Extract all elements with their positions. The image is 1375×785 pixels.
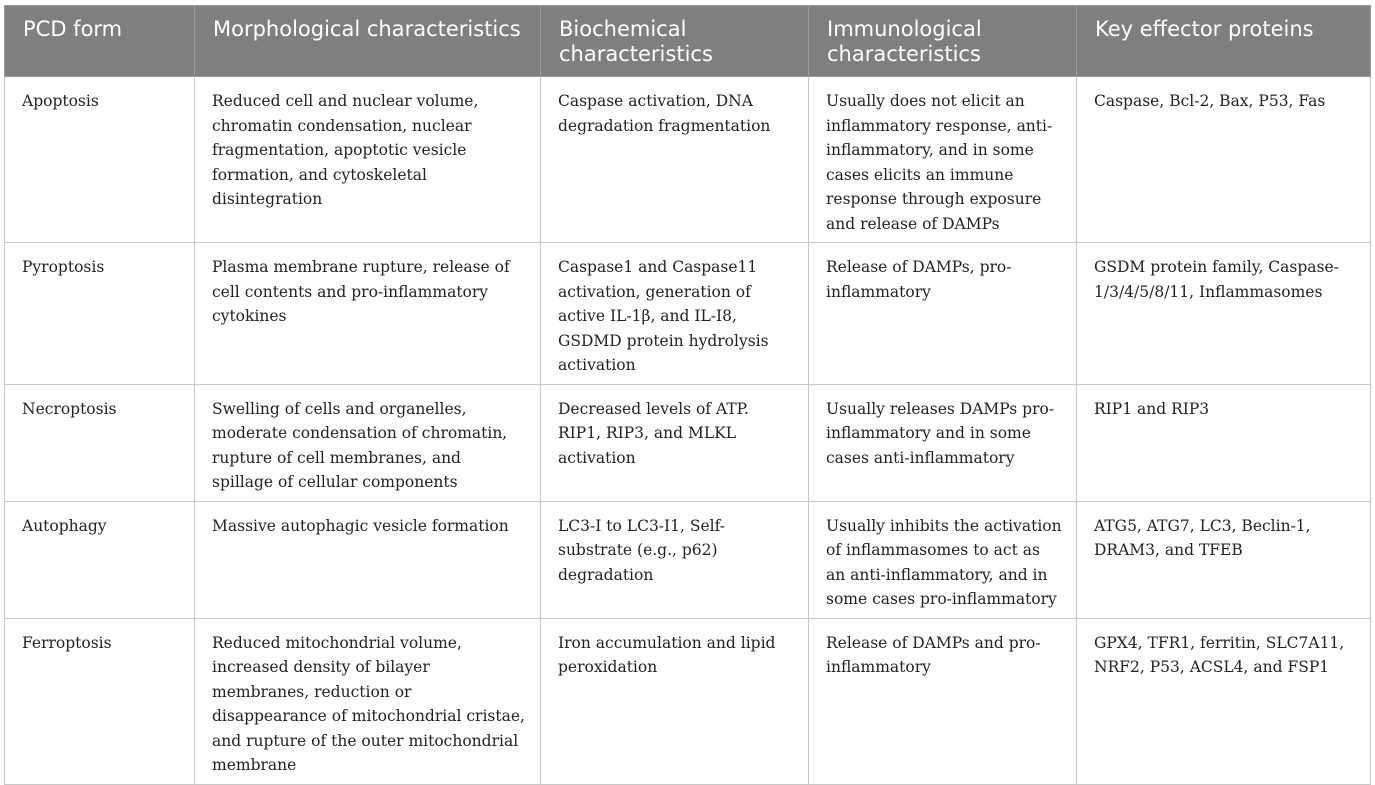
cell-biochemical: Caspase1 and Caspase11 activation, generation of active IL-1β, and IL-I8, GSDMD protein hydrolysis activation xyxy=(541,243,809,385)
table-row xyxy=(5,618,1371,784)
table-row xyxy=(5,77,1371,243)
pcd-comparison-table xyxy=(4,5,1371,785)
table-row xyxy=(5,384,1371,501)
cell-pcd-form: Apoptosis xyxy=(5,77,195,243)
cell-morphological: Plasma membrane rupture, release of cell contents and pro-inflammatory cytokines xyxy=(195,243,541,385)
cell-morphological: Reduced cell and nuclear volume, chromatin condensation, nuclear fragmentation, apoptotic vesicle formation, and cytoskeletal disintegration xyxy=(195,77,541,243)
cell-pcd-form: Pyroptosis xyxy=(5,243,195,385)
cell-pcd-form: Ferroptosis xyxy=(5,618,195,784)
cell-key-effector-proteins: GPX4, TFR1, ferritin, SLC7A11, NRF2, P53, ACSL4, and FSP1 xyxy=(1077,618,1371,784)
cell-immunological: Release of DAMPs and pro-inflammatory xyxy=(809,618,1077,784)
cell-immunological: Usually does not elicit an inflammatory response, anti-inflammatory, and in some cases elicits an immune response through exposure and release of DAMPs xyxy=(809,77,1077,243)
header-morphological: Morphological characteristics xyxy=(195,6,541,77)
cell-pcd-form: Autophagy xyxy=(5,501,195,618)
header-biochemical: Biochemical characteristics xyxy=(541,6,809,77)
cell-morphological: Swelling of cells and organelles, moderate condensation of chromatin, rupture of cell membranes, and spillage of cellular components xyxy=(195,384,541,501)
cell-immunological: Release of DAMPs, pro-inflammatory xyxy=(809,243,1077,385)
table-row xyxy=(5,501,1371,618)
cell-key-effector-proteins: RIP1 and RIP3 xyxy=(1077,384,1371,501)
cell-biochemical: Caspase activation, DNA degradation fragmentation xyxy=(541,77,809,243)
cell-immunological: Usually inhibits the activation of inflammasomes to act as an anti-inflammatory, and in some cases pro-inflammatory xyxy=(809,501,1077,618)
table-header xyxy=(5,6,1371,77)
cell-pcd-form: Necroptosis xyxy=(5,384,195,501)
cell-key-effector-proteins: Caspase, Bcl-2, Bax, P53, Fas xyxy=(1077,77,1371,243)
cell-biochemical: Decreased levels of ATP. RIP1, RIP3, and MLKL activation xyxy=(541,384,809,501)
table-body xyxy=(5,77,1371,785)
cell-morphological: Massive autophagic vesicle formation xyxy=(195,501,541,618)
header-key-effector-proteins: Key effector proteins xyxy=(1077,6,1371,77)
header-immunological: Immunological characteristics xyxy=(809,6,1077,77)
cell-key-effector-proteins: ATG5, ATG7, LC3, Beclin-1, DRAM3, and TFEB xyxy=(1077,501,1371,618)
cell-morphological: Reduced mitochondrial volume, increased density of bilayer membranes, reduction or disappearance of mitochondrial cristae, and rupture of the outer mitochondrial membrane xyxy=(195,618,541,784)
cell-biochemical: Iron accumulation and lipid peroxidation xyxy=(541,618,809,784)
header-row xyxy=(5,6,1371,77)
table-row xyxy=(5,243,1371,385)
cell-key-effector-proteins: GSDM protein family, Caspase-1/3/4/5/8/11, Inflammasomes xyxy=(1077,243,1371,385)
cell-immunological: Usually releases DAMPs pro-inflammatory and in some cases anti-inflammatory xyxy=(809,384,1077,501)
header-pcd-form: PCD form xyxy=(5,6,195,77)
cell-biochemical: LC3-I to LC3-I1, Self-substrate (e.g., p62) degradation xyxy=(541,501,809,618)
